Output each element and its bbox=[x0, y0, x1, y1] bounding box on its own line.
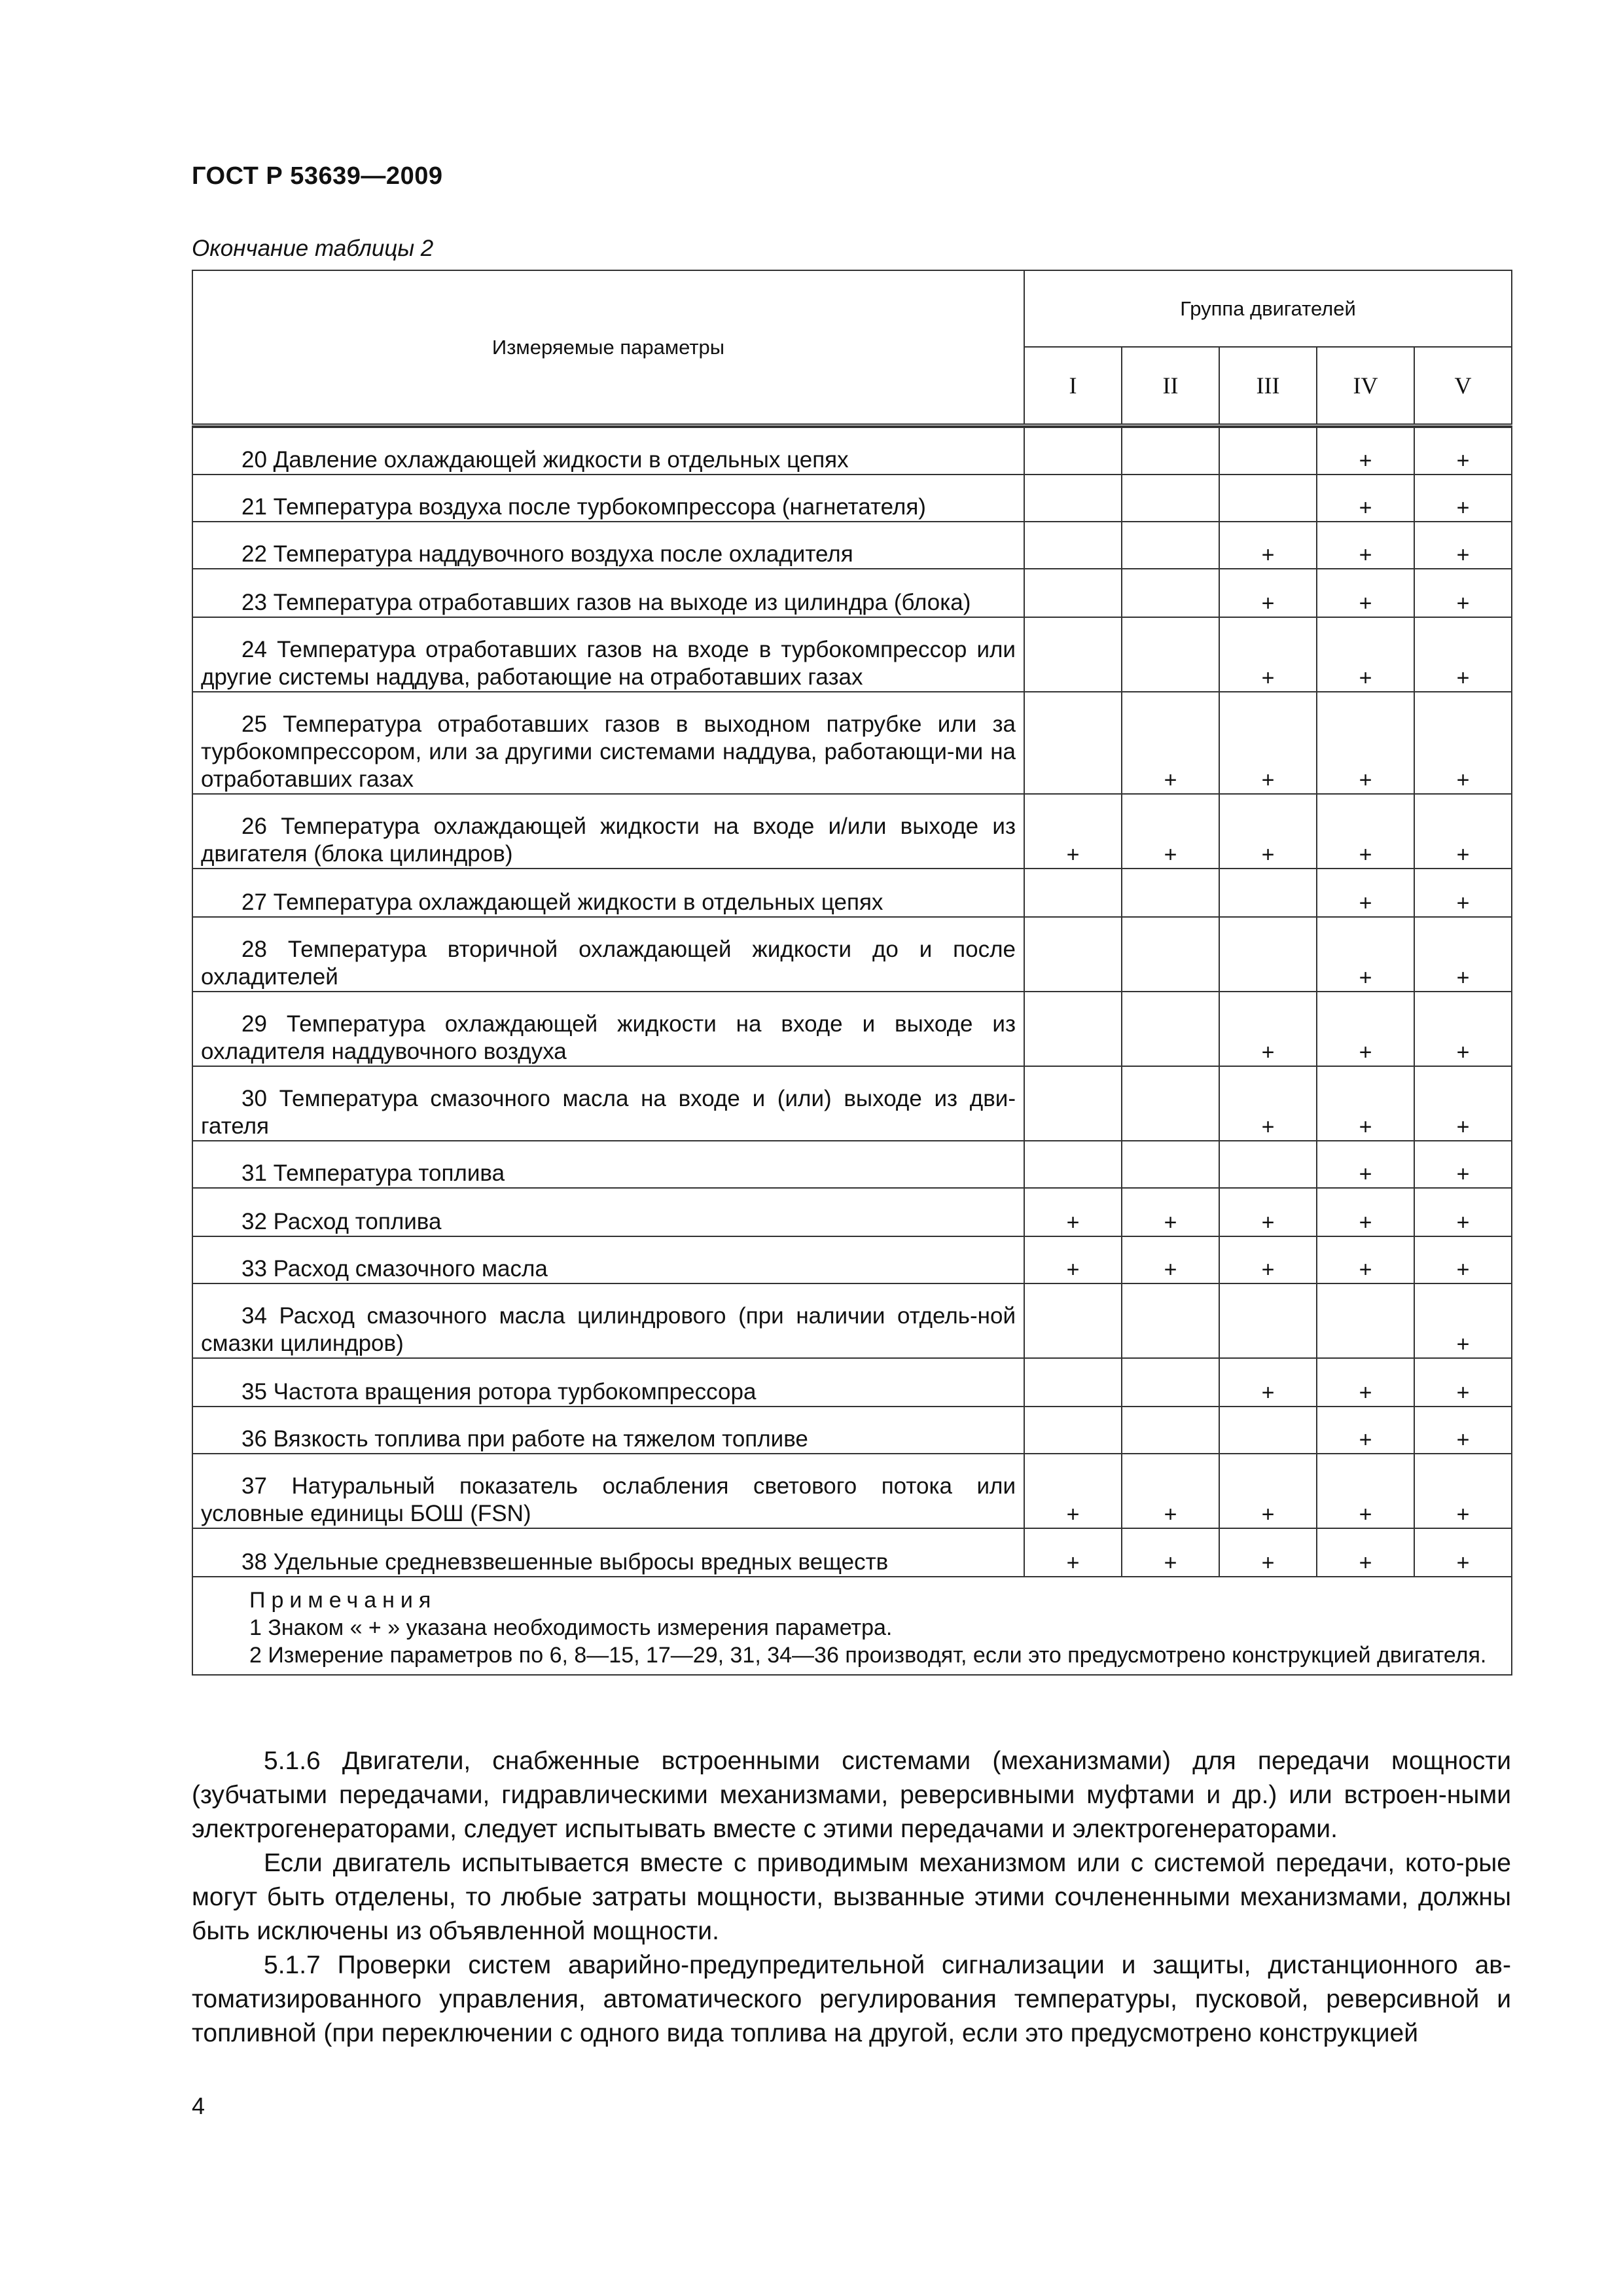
group-mark-cell: + bbox=[1317, 1358, 1414, 1407]
group-mark-cell: + bbox=[1122, 1528, 1219, 1577]
group-mark-cell: + bbox=[1414, 1236, 1512, 1283]
group-mark-cell: + bbox=[1024, 1528, 1122, 1577]
table-row bbox=[192, 475, 1512, 522]
group-mark-cell: + bbox=[1122, 794, 1219, 869]
group-mark-cell: + bbox=[1219, 794, 1317, 869]
group-mark-cell: + bbox=[1414, 1283, 1512, 1358]
group-header-iii: III bbox=[1219, 347, 1317, 425]
group-mark-cell bbox=[1219, 1283, 1317, 1358]
group-mark-cell: + bbox=[1317, 869, 1414, 917]
group-mark-cell: + bbox=[1219, 522, 1317, 569]
group-mark-cell: + bbox=[1414, 1188, 1512, 1236]
table-row bbox=[192, 869, 1512, 917]
param-text: Расход смазочного масла цилиндрового (при наличии отдель-ной смазки цилиндров) bbox=[201, 1303, 1016, 1356]
group-mark-cell: + bbox=[1317, 569, 1414, 617]
group-mark-cell bbox=[1122, 1066, 1219, 1141]
group-mark-cell: + bbox=[1219, 692, 1317, 794]
group-mark-cell: + bbox=[1122, 1454, 1219, 1528]
param-cell bbox=[192, 1358, 1024, 1407]
group-mark-cell: + bbox=[1414, 692, 1512, 794]
group-mark-cell: + bbox=[1024, 1454, 1122, 1528]
param-text: Натуральный показатель ослабления светового потока или условные единицы БОШ (FSN) bbox=[201, 1473, 1016, 1526]
group-header-v: V bbox=[1414, 347, 1512, 425]
group-mark-cell: + bbox=[1317, 522, 1414, 569]
param-text: Температура вторичной охлаждающей жидкости до и после охладителей bbox=[201, 937, 1016, 990]
param-text: Давление охлаждающей жидкости в отдельных цепях bbox=[273, 447, 849, 473]
param-text: Температура отработавших газов в выходном патрубке или за турбокомпрессором, или за другими системами наддува, работающи-ми на отработавших газах bbox=[201, 711, 1016, 792]
param-cell bbox=[192, 427, 1024, 475]
param-cell bbox=[192, 1407, 1024, 1454]
table-row bbox=[192, 1188, 1512, 1236]
param-text: Температура смазочного масла на входе и (или) выходе из дви-гателя bbox=[201, 1086, 1016, 1139]
group-mark-cell: + bbox=[1317, 475, 1414, 522]
table-row bbox=[192, 427, 1512, 475]
table-row bbox=[192, 1236, 1512, 1283]
group-mark-cell bbox=[1219, 475, 1317, 522]
group-mark-cell bbox=[1024, 1141, 1122, 1188]
param-text: Температура охлаждающей жидкости в отдельных цепях bbox=[273, 889, 883, 915]
paragraph-power-losses: Если двигатель испытывается вместе с приводимым механизмом или с системой передачи, кото-рые могут быть отделены, то любые затраты мощности, вызванные этими сочлененными механизмами, должны быть исключены из объявленной мощности. bbox=[192, 1849, 1511, 1945]
group-mark-cell: + bbox=[1219, 992, 1317, 1066]
group-header-i: I bbox=[1024, 347, 1122, 425]
group-mark-cell bbox=[1024, 869, 1122, 917]
param-number: 20 bbox=[241, 447, 267, 473]
table-row bbox=[192, 1358, 1512, 1407]
group-mark-cell: + bbox=[1414, 1528, 1512, 1577]
param-number: 28 bbox=[241, 937, 267, 962]
param-number: 35 bbox=[241, 1379, 267, 1405]
group-mark-cell: + bbox=[1414, 917, 1512, 992]
param-number: 38 bbox=[241, 1549, 267, 1575]
table-row bbox=[192, 1528, 1512, 1577]
group-mark-cell bbox=[1024, 617, 1122, 692]
group-mark-cell bbox=[1024, 569, 1122, 617]
group-mark-cell bbox=[1219, 917, 1317, 992]
param-number: 30 bbox=[241, 1086, 267, 1111]
group-mark-cell bbox=[1122, 1407, 1219, 1454]
group-mark-cell: + bbox=[1219, 1454, 1317, 1528]
group-column-header: Группа двигателей bbox=[1024, 270, 1512, 347]
param-cell bbox=[192, 992, 1024, 1066]
group-mark-cell bbox=[1024, 917, 1122, 992]
param-cell bbox=[192, 475, 1024, 522]
group-mark-cell bbox=[1317, 1283, 1414, 1358]
group-mark-cell: + bbox=[1317, 992, 1414, 1066]
table-row bbox=[192, 1066, 1512, 1141]
param-cell bbox=[192, 522, 1024, 569]
page-number: 4 bbox=[192, 2092, 205, 2119]
group-mark-cell bbox=[1122, 427, 1219, 475]
group-mark-cell: + bbox=[1122, 692, 1219, 794]
group-mark-cell bbox=[1024, 1358, 1122, 1407]
group-mark-cell: + bbox=[1122, 1188, 1219, 1236]
group-mark-cell: + bbox=[1414, 869, 1512, 917]
param-number: 32 bbox=[241, 1209, 267, 1234]
param-number: 22 bbox=[241, 541, 267, 567]
group-mark-cell: + bbox=[1414, 569, 1512, 617]
group-mark-cell bbox=[1219, 869, 1317, 917]
group-mark-cell bbox=[1219, 1141, 1317, 1188]
group-mark-cell: + bbox=[1317, 1141, 1414, 1188]
table-row bbox=[192, 522, 1512, 569]
note-item-2: 2 Измерение параметров по 6, 8—15, 17—29, 31, 34—36 производят, если это предусмотрено конструкцией двигателя. bbox=[249, 1643, 1487, 1668]
group-mark-cell bbox=[1122, 1358, 1219, 1407]
param-number: 31 bbox=[241, 1160, 267, 1186]
group-mark-cell: + bbox=[1414, 1066, 1512, 1141]
group-mark-cell bbox=[1122, 869, 1219, 917]
param-column-header: Измеряемые параметры bbox=[192, 270, 1024, 425]
group-mark-cell: + bbox=[1024, 1236, 1122, 1283]
param-number: 24 bbox=[241, 637, 267, 662]
param-cell bbox=[192, 1066, 1024, 1141]
group-mark-cell bbox=[1219, 1407, 1317, 1454]
param-number: 26 bbox=[241, 814, 267, 839]
group-mark-cell: + bbox=[1317, 692, 1414, 794]
param-number: 36 bbox=[241, 1426, 267, 1452]
param-cell bbox=[192, 1141, 1024, 1188]
paragraph-5-1-7: 5.1.7 Проверки систем аварийно-предупредительной сигнализации и защиты, дистанционного ав-томатизированного управления, автоматического регулирования температуры, пусковой, реверсивной и топливной (при переключении с одного вида топлива на другой, если это предусмотрено конструкцией bbox=[192, 1951, 1511, 2047]
table-row bbox=[192, 692, 1512, 794]
group-mark-cell: + bbox=[1414, 475, 1512, 522]
param-text: Удельные средневзвешенные выбросы вредных веществ bbox=[273, 1549, 889, 1575]
table-notes bbox=[192, 1577, 1512, 1675]
group-mark-cell bbox=[1122, 992, 1219, 1066]
table-row bbox=[192, 1141, 1512, 1188]
param-number: 27 bbox=[241, 889, 267, 915]
notes-title: Примечания bbox=[249, 1588, 437, 1613]
group-mark-cell: + bbox=[1317, 1528, 1414, 1577]
param-number: 37 bbox=[241, 1473, 267, 1499]
group-mark-cell: + bbox=[1414, 1141, 1512, 1188]
param-number: 33 bbox=[241, 1256, 267, 1282]
group-mark-cell bbox=[1024, 1066, 1122, 1141]
param-text: Расход топлива bbox=[273, 1209, 442, 1234]
group-mark-cell bbox=[1219, 427, 1317, 475]
param-text: Температура охлаждающей жидкости на входе и/или выходе из двигателя (блока цилиндров) bbox=[201, 814, 1016, 867]
param-text: Температура наддувочного воздуха после охладителя bbox=[273, 541, 853, 567]
param-text: Температура отработавших газов на входе в турбокомпрессор или другие системы наддува, работающие на отработавших газах bbox=[201, 637, 1016, 690]
group-mark-cell bbox=[1024, 427, 1122, 475]
table-row bbox=[192, 1283, 1512, 1358]
group-header-iv: IV bbox=[1317, 347, 1414, 425]
group-mark-cell bbox=[1024, 692, 1122, 794]
note-item-1: 1 Знаком « + » указана необходимость измерения параметра. bbox=[249, 1615, 893, 1640]
group-mark-cell: + bbox=[1219, 569, 1317, 617]
group-mark-cell bbox=[1024, 475, 1122, 522]
group-mark-cell bbox=[1122, 569, 1219, 617]
group-mark-cell: + bbox=[1414, 992, 1512, 1066]
group-mark-cell: + bbox=[1414, 1407, 1512, 1454]
group-header-ii: II bbox=[1122, 347, 1219, 425]
parameters-table bbox=[192, 270, 1512, 1676]
group-mark-cell: + bbox=[1219, 1358, 1317, 1407]
param-text: Вязкость топлива при работе на тяжелом топливе bbox=[273, 1426, 808, 1452]
group-mark-cell bbox=[1024, 522, 1122, 569]
param-text: Температура воздуха после турбокомпрессора (нагнетателя) bbox=[273, 494, 926, 520]
group-mark-cell bbox=[1122, 617, 1219, 692]
table-row bbox=[192, 1454, 1512, 1528]
table-row bbox=[192, 794, 1512, 869]
group-mark-cell bbox=[1122, 917, 1219, 992]
param-text: Температура топлива bbox=[273, 1160, 505, 1186]
group-mark-cell: + bbox=[1414, 617, 1512, 692]
param-cell bbox=[192, 917, 1024, 992]
group-mark-cell: + bbox=[1219, 1188, 1317, 1236]
group-mark-cell bbox=[1122, 475, 1219, 522]
group-mark-cell bbox=[1122, 1141, 1219, 1188]
group-mark-cell: + bbox=[1219, 1528, 1317, 1577]
param-cell bbox=[192, 869, 1024, 917]
param-text: Температура отработавших газов на выходе из цилиндра (блока) bbox=[273, 590, 971, 615]
group-mark-cell: + bbox=[1414, 1454, 1512, 1528]
group-mark-cell: + bbox=[1024, 1188, 1122, 1236]
group-mark-cell bbox=[1024, 1283, 1122, 1358]
document-standard-header: ГОСТ Р 53639—2009 bbox=[192, 162, 443, 190]
param-cell bbox=[192, 1454, 1024, 1528]
param-cell bbox=[192, 692, 1024, 794]
table-caption: Окончание таблицы 2 bbox=[192, 236, 434, 261]
group-mark-cell: + bbox=[1317, 1188, 1414, 1236]
group-mark-cell: + bbox=[1122, 1236, 1219, 1283]
body-text bbox=[192, 1744, 1511, 2051]
group-mark-cell bbox=[1122, 522, 1219, 569]
param-cell bbox=[192, 617, 1024, 692]
table-row bbox=[192, 992, 1512, 1066]
group-mark-cell: + bbox=[1414, 522, 1512, 569]
table-row bbox=[192, 1407, 1512, 1454]
param-cell bbox=[192, 569, 1024, 617]
param-number: 29 bbox=[241, 1011, 267, 1037]
table-row bbox=[192, 569, 1512, 617]
param-number: 25 bbox=[241, 711, 267, 737]
param-cell bbox=[192, 1188, 1024, 1236]
group-mark-cell bbox=[1024, 992, 1122, 1066]
param-text: Расход смазочного масла bbox=[273, 1256, 548, 1282]
group-mark-cell bbox=[1122, 1283, 1219, 1358]
group-mark-cell: + bbox=[1219, 617, 1317, 692]
group-mark-cell: + bbox=[1219, 1066, 1317, 1141]
group-mark-cell: + bbox=[1317, 1454, 1414, 1528]
param-cell bbox=[192, 1528, 1024, 1577]
param-cell bbox=[192, 1283, 1024, 1358]
group-mark-cell: + bbox=[1317, 1066, 1414, 1141]
group-mark-cell: + bbox=[1317, 1236, 1414, 1283]
param-number: 21 bbox=[241, 494, 267, 520]
param-cell bbox=[192, 1236, 1024, 1283]
group-mark-cell: + bbox=[1317, 794, 1414, 869]
group-mark-cell: + bbox=[1414, 1358, 1512, 1407]
param-number: 23 bbox=[241, 590, 267, 615]
group-mark-cell bbox=[1024, 1407, 1122, 1454]
paragraph-5-1-6: 5.1.6 Двигатели, снабженные встроенными системами (механизмами) для передачи мощности (зубчатыми передачами, гидравлическими механизмами, реверсивными муфтами и др.) или встроен-ными электрогенераторами, следует испытывать вместе с этими передачами и электрогенераторами. bbox=[192, 1747, 1511, 1843]
group-mark-cell: + bbox=[1219, 1236, 1317, 1283]
group-mark-cell: + bbox=[1024, 794, 1122, 869]
table-row bbox=[192, 917, 1512, 992]
param-cell bbox=[192, 794, 1024, 869]
group-mark-cell: + bbox=[1317, 427, 1414, 475]
param-number: 34 bbox=[241, 1303, 267, 1329]
param-text: Температура охлаждающей жидкости на входе и выходе из охладителя наддувочного воздуха bbox=[201, 1011, 1016, 1064]
group-mark-cell: + bbox=[1414, 427, 1512, 475]
group-mark-cell: + bbox=[1414, 794, 1512, 869]
table-row bbox=[192, 617, 1512, 692]
group-mark-cell: + bbox=[1317, 917, 1414, 992]
table-body bbox=[192, 425, 1512, 1577]
group-mark-cell: + bbox=[1317, 1407, 1414, 1454]
group-mark-cell: + bbox=[1317, 617, 1414, 692]
param-text: Частота вращения ротора турбокомпрессора bbox=[273, 1379, 757, 1405]
